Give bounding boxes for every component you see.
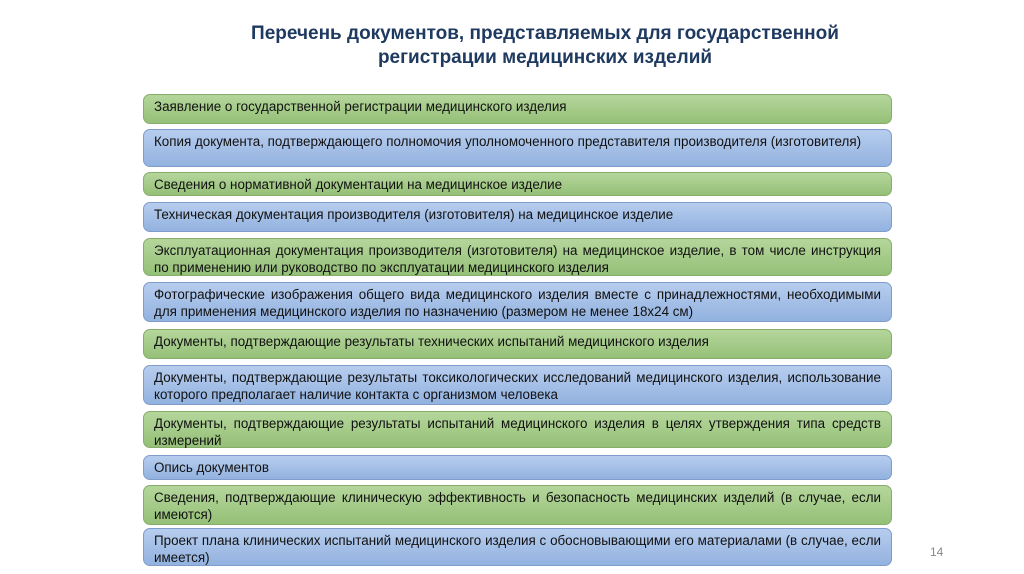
document-item-measurement-type: Документы, подтверждающие результаты испытаний медицинского изделия в целях утверждения типа средств измерений bbox=[143, 411, 892, 448]
slide-title-line-1: Перечень документов, представляемых для государственной bbox=[251, 23, 839, 44]
document-item-clinical-data: Сведения, подтверждающие клиническую эффективность и безопасность медицинских изделий (в случае, если имеются) bbox=[143, 485, 892, 525]
document-item-normative-docs: Сведения о нормативной документации на медицинское изделие bbox=[143, 172, 892, 196]
document-item-technical-docs: Техническая документация производителя (изготовителя) на медицинское изделие bbox=[143, 202, 892, 232]
document-item-photographs: Фотографические изображения общего вида медицинского изделия вместе с принадлежностями, необходимыми для применения медицинского изделия по назначению (размером не менее 18x24 см) bbox=[143, 282, 892, 322]
document-item-technical-tests: Документы, подтверждающие результаты технических испытаний медицинского изделия bbox=[143, 329, 892, 359]
document-item-application: Заявление о государственной регистрации медицинского изделия bbox=[143, 94, 892, 124]
document-item-clinical-plan: Проект плана клинических испытаний медицинского изделия с обосновывающими его материалами (в случае, если имеется) bbox=[143, 528, 892, 566]
page-number: 14 bbox=[930, 545, 944, 559]
document-item-toxicology: Документы, подтверждающие результаты токсикологических исследований медицинского изделия, использование которого предполагает наличие контакта с организмом человека bbox=[143, 365, 892, 405]
document-item-operational-docs: Эксплуатационная документация производителя (изготовителя) на медицинское изделие, в том числе инструкция по применению или руководство по эксплуатации медицинского изделия bbox=[143, 238, 892, 276]
document-item-inventory: Опись документов bbox=[143, 455, 892, 480]
slide-title-line-2: регистрации медицинских изделий bbox=[377, 47, 713, 68]
document-item-power-of-attorney: Копия документа, подтверждающего полномочия уполномоченного представителя производителя (изготовителя) bbox=[143, 129, 892, 167]
slide-title bbox=[150, 22, 940, 70]
